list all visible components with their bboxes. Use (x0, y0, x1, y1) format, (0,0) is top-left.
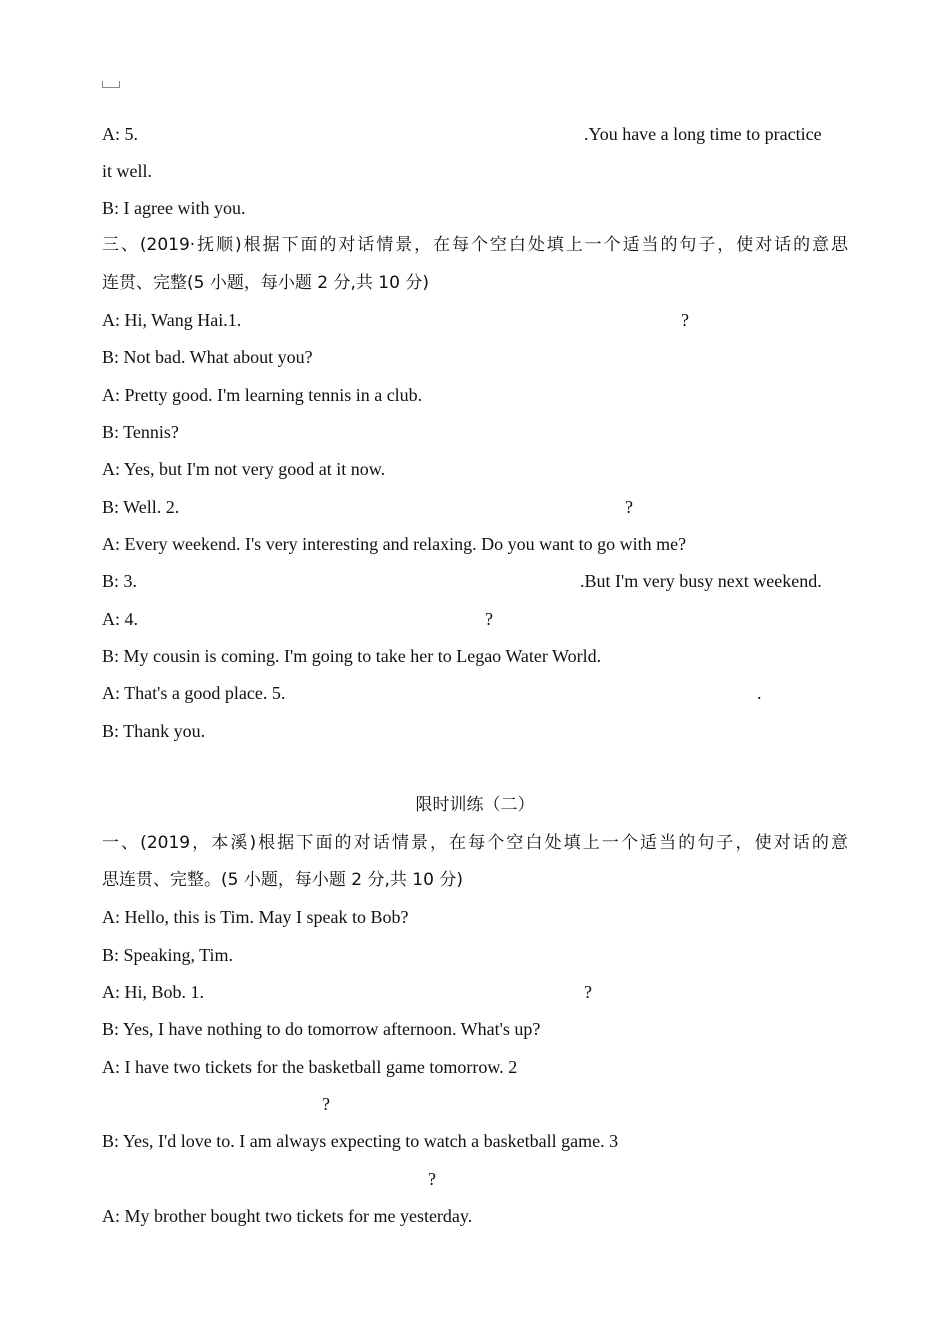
s3-line-10: B: My cousin is coming. I'm going to take her to Legao Water World. (102, 646, 602, 666)
s3-line-8-end: .But I'm very busy next weekend. (580, 571, 822, 591)
s3-line-1: A: Hi, Wang Hai.1. (102, 310, 242, 330)
s1-line-1: A: Hello, this is Tim. May I speak to Bob? (102, 907, 409, 927)
s1-line-3: A: Hi, Bob. 1. (102, 982, 205, 1002)
section1-instruction-line1: 一、(2019，本溪)根据下面的对话情景，在每个空白处填上一个适当的句子，使对话的意 (102, 833, 848, 853)
dialogue-line-a5: A: 5. (102, 124, 138, 144)
s3-line-11: A: That's a good place. 5. (102, 683, 286, 703)
s3-line-8: B: 3. (102, 571, 138, 591)
dialogue-line-a5-cont: it well. (102, 161, 152, 181)
s1-line-5: A: I have two tickets for the basketball game tomorrow. 2 (102, 1057, 518, 1077)
s1-line-6-q: ? (428, 1169, 436, 1189)
section3-instruction-line1: 三、(2019·抚顺)根据下面的对话情景，在每个空白处填上一个适当的句子，使对话的意思 (102, 235, 848, 255)
s3-line-2: B: Not bad. What about you? (102, 347, 313, 367)
s1-line-3-q: ? (584, 982, 592, 1002)
dialogue-line-b-agree: B: I agree with you. (102, 198, 246, 218)
s1-line-4: B: Yes, I have nothing to do tomorrow afternoon. What's up? (102, 1019, 541, 1039)
page-corner-mark (102, 81, 120, 88)
s3-line-4: B: Tennis? (102, 422, 179, 442)
dialogue-line-a5-end: .You have a long time to practice (584, 124, 822, 144)
s3-line-11-end: . (757, 683, 762, 703)
s1-line-5-q: ? (322, 1094, 330, 1114)
s3-line-9-q: ? (485, 609, 493, 629)
section3-instruction-line2: 连贯、完整(5 小题，每小题 2 分,共 10 分) (102, 273, 429, 293)
s3-line-6-q: ? (625, 497, 633, 517)
s1-line-6: B: Yes, I'd love to. I am always expecting to watch a basketball game. 3 (102, 1131, 619, 1151)
s3-line-7: A: Every weekend. I's very interesting and relaxing. Do you want to go with me? (102, 534, 687, 554)
s3-line-1-q: ? (681, 310, 689, 330)
s3-line-5: A: Yes, but I'm not very good at it now. (102, 459, 386, 479)
section-title: 限时训练（二） (415, 795, 535, 815)
s3-line-12: B: Thank you. (102, 721, 206, 741)
s3-line-3: A: Pretty good. I'm learning tennis in a club. (102, 385, 423, 405)
section1-instruction-line2: 思连贯、完整。(5 小题，每小题 2 分,共 10 分) (102, 870, 463, 890)
s3-line-6: B: Well. 2. (102, 497, 180, 517)
s1-line-7: A: My brother bought two tickets for me yesterday. (102, 1206, 473, 1226)
s3-line-9: A: 4. (102, 609, 138, 629)
s1-line-2: B: Speaking, Tim. (102, 945, 234, 965)
